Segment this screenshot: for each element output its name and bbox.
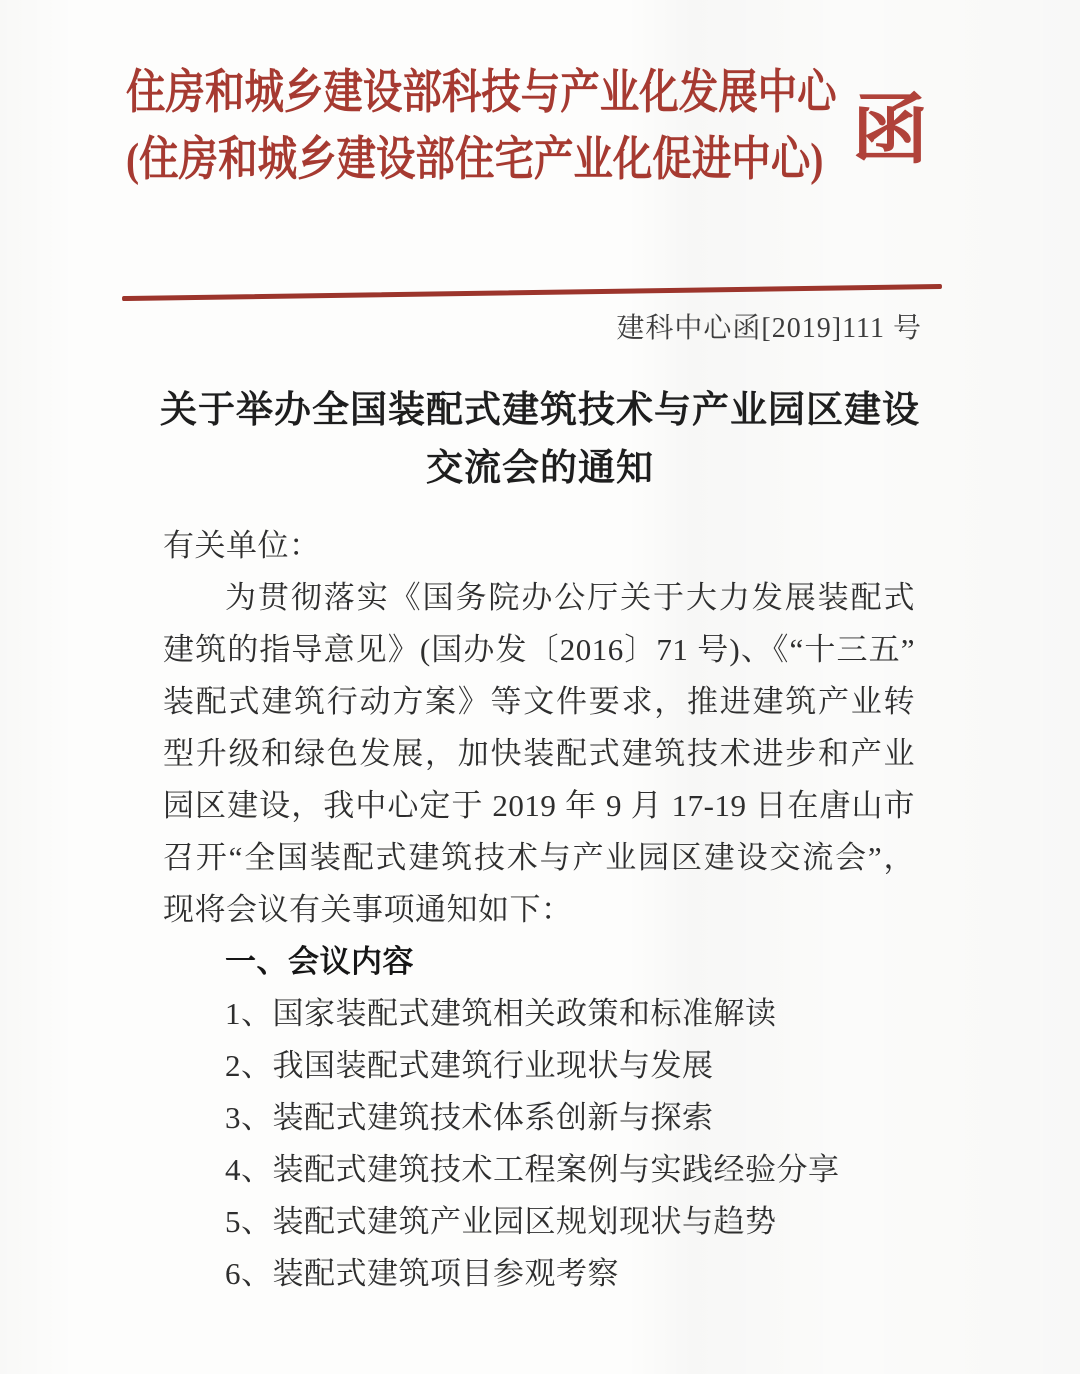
organization-name-line2: (住房和城乡建设部住宅产业化促进中心): [126, 134, 824, 186]
document-title-line2: 交流会的通知: [426, 448, 654, 489]
meeting-content-item-5: 5、装配式建筑产业园区规划现状与趋势: [225, 1204, 777, 1239]
document-type-character: 函: [852, 89, 928, 173]
letterhead: [126, 60, 972, 194]
document-title: [0, 382, 1080, 498]
document-title-line1: 关于举办全国装配式建筑技术与产业园区建设: [160, 390, 920, 431]
meeting-content-item-3: 3、装配式建筑技术体系创新与探索: [225, 1100, 714, 1135]
meeting-content-item-2: 2、我国装配式建筑行业现状与发展: [225, 1048, 714, 1083]
letterhead-divider-rule: [122, 284, 942, 301]
document-body: [163, 520, 915, 1300]
intro-paragraph: 为贯彻落实《国务院办公厅关于大力发展装配式建筑的指导意见》(国办发〔2016〕71 号)、《“十三五”装配式建筑行动方案》等文件要求，推进建筑产业转型升级和绿色发展，加快装配式建筑技术进步和产业园区建设，我中心定于 2019 年 9 月 17-19 日在唐山市召开“全国装配式建筑技术与产业园区建设交流会”，现将会议有关事项通知如下：: [163, 580, 915, 927]
meeting-content-item-6: 6、装配式建筑项目参观考察: [225, 1256, 619, 1291]
organization-name-line1: 住房和城乡建设部科技与产业化发展中心: [126, 67, 837, 119]
section-heading-meeting-content: 一、会议内容: [225, 944, 414, 979]
meeting-content-item-4: 4、装配式建筑技术工程案例与实践经验分享: [225, 1152, 840, 1187]
meeting-content-item-1: 1、国家装配式建筑相关政策和标准解读: [225, 996, 777, 1031]
reference-number: 建科中心函[2019]111 号: [616, 313, 922, 344]
salutation: 有关单位：: [163, 528, 321, 563]
